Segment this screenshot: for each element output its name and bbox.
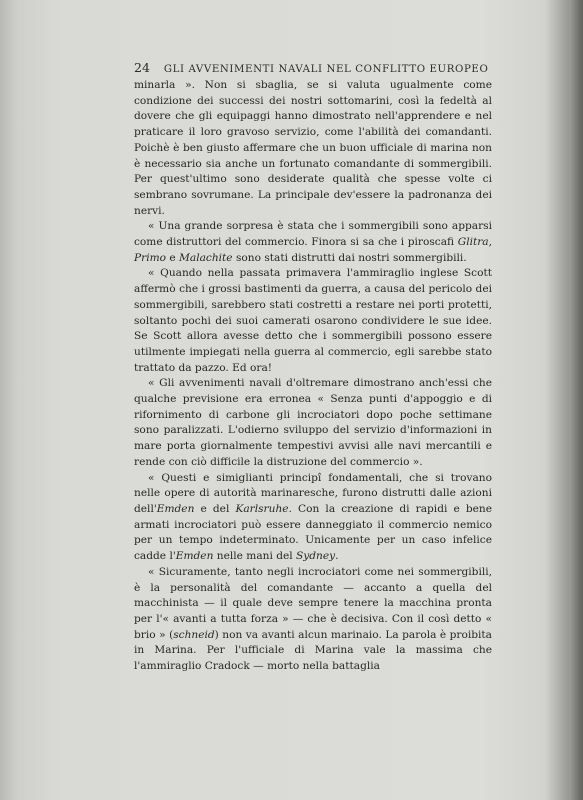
book-spine-shadow bbox=[569, 0, 583, 800]
paragraph bbox=[134, 471, 492, 565]
text-segment: e bbox=[166, 251, 180, 264]
text-segment: « Quando nella passata primavera l'ammiraglio inglese Scott affermò che i grossi bastimenti da guerra, a causa del pericolo dei sommergibili, sarebbero stati costretti a restare nei porti protetti, soltanto pochi dei suoi camerati osarono condividere le sue idee. Se Scott allora avesse detto che i sommergibili possono essere utilmente impiegati nella guerra al commercio, egli sarebbe stato trattato da pazzo. Ed ora! bbox=[134, 267, 492, 374]
text-segment: . bbox=[335, 550, 339, 563]
italic-text: Emden bbox=[156, 502, 195, 515]
italic-text: Karlsruhe bbox=[235, 502, 289, 515]
page-number: 24 bbox=[134, 60, 150, 75]
text-segment: . Con la creazione di rapidi e bene armati incrociatori può essere danneggiato il commercio nemico per un tempo indeterminato. Unicamente per un caso infelice cadde l' bbox=[134, 502, 492, 563]
text-segment: « Gli avvenimenti navali d'oltremare dimostrano anch'essi che qualche previsione era erronea « Senza punti d'appoggio e di rifornimento di carbone gli incrociatori dopo poche settimane sono paralizzati. L'odierno sviluppo del servizio d'informazioni in mare porta giornalmente tempestivi avvisi alle navi mercantili e rende con ciò difficile la distruzione del commercio ». bbox=[134, 377, 492, 468]
body-text bbox=[134, 78, 492, 675]
text-segment: e del bbox=[194, 502, 236, 515]
italic-text: Emden bbox=[175, 550, 214, 563]
running-title: GLI AVVENIMENTI NAVALI NEL CONFLITTO EUROPEO bbox=[163, 64, 489, 75]
text-segment: « Sicuramente, tanto negli incrociatori come nei sommergibili, è la personalità del comandante — accanto a quella del macchinista — il quale deve sempre tenere la macchina pronta per l'« avanti a tutta forza » — che è decisiva. Con il così detto « brio » ( bbox=[134, 565, 492, 641]
text-segment: ) non va avanti alcun marinaio. La parola è proibita in Marina. Per l'ufficiale di Marina vale la massima che l'ammiraglio Cradock — morto nella battaglia bbox=[134, 628, 492, 673]
text-segment: nelle mani del bbox=[213, 550, 297, 563]
paragraph bbox=[134, 266, 492, 376]
paragraph bbox=[134, 219, 492, 266]
italic-text: Sydney bbox=[296, 550, 336, 563]
paragraph bbox=[134, 565, 492, 675]
paragraph bbox=[134, 376, 492, 470]
paragraph bbox=[134, 78, 492, 219]
text-segment: sono stati distrutti dai nostri sommergibili. bbox=[232, 251, 467, 264]
text-segment: « Una grande sorpresa è stata che i sommergibili sono apparsi come distruttori del commercio. Finora si sa che i piroscafi bbox=[134, 220, 492, 249]
italic-text: schneid bbox=[173, 628, 215, 641]
italic-text: Glitra, Primo bbox=[134, 236, 492, 264]
text-segment: minarla ». Non si sbaglia, se si valuta ugualmente come condizione dei successi dei nostri sottomarini, così la fedeltà al dovere che gli equipaggi hanno dimostrato nell'apprendere e nel praticare il loro gravoso servizio, come l'abilità dei comandanti. Poichè è ben giusto affermare che un buon ufficiale di marina non è necessario sia anche un fortunato comandante di sommergibili. Per quest'ultimo sono desiderate qualità che spesse volte ci sembrano sovrumane. La principale dev'essere la padronanza dei nervi. bbox=[134, 79, 492, 217]
italic-text: Malachite bbox=[179, 251, 233, 264]
text-segment: « Questi e simiglianti principî fondamentali, che si trovano nelle opere di autorità marinaresche, furono distrutti dalle azioni dell' bbox=[134, 471, 492, 515]
running-header bbox=[134, 60, 492, 75]
